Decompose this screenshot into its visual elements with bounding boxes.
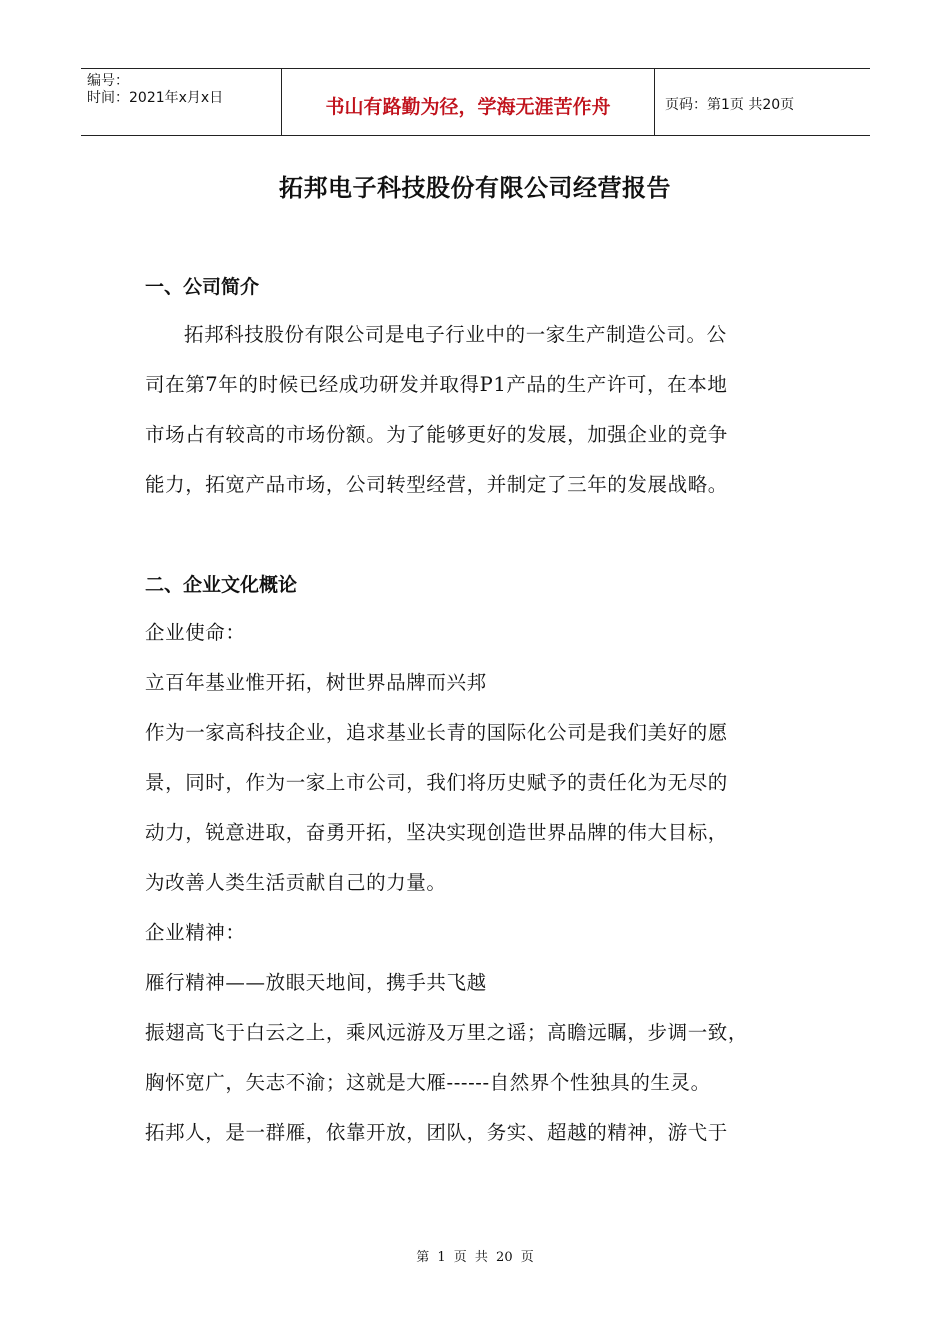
- header-page-info: 页码：第1页 共20页: [665, 97, 795, 113]
- paragraph-line: 为改善人类生活贡献自己的力量。: [145, 871, 447, 894]
- section-heading-company-profile: 一、公司简介: [145, 276, 260, 298]
- header-page-cell: [655, 69, 870, 135]
- paragraph-line: 作为一家高科技企业，追求基业长青的国际化公司是我们美好的愿: [145, 721, 728, 744]
- paragraph-line: 拓邦科技股份有限公司是电子行业中的一家生产制造公司。公: [184, 323, 727, 346]
- document-number-label: 编号：: [87, 73, 129, 89]
- document-title: 拓邦电子科技股份有限公司经营报告: [279, 174, 671, 202]
- section-body-company-profile: [145, 310, 805, 510]
- paragraph-line: 立百年基业惟开拓，树世界品牌而兴邦: [145, 671, 487, 694]
- paragraph-line: 企业精神：: [145, 921, 246, 944]
- document-date-label: 时间：2021年x月x日: [87, 90, 224, 106]
- section-body-corporate-culture: [145, 608, 805, 1158]
- paragraph-line: 企业使命：: [145, 621, 246, 644]
- paragraph-line: 动力，锐意进取，奋勇开拓，坚决实现创造世界品牌的伟大目标，: [145, 821, 728, 844]
- paragraph-line: 司在第7年的时候已经成功研发并取得P1产品的生产许可，在本地: [145, 373, 728, 396]
- header-motto-cell: [282, 69, 655, 135]
- section-heading-corporate-culture: 二、企业文化概论: [145, 574, 298, 596]
- paragraph-line: 振翅高飞于白云之上，乘风远游及万里之谣；高瞻远瞩，步调一致，: [145, 1021, 749, 1044]
- paragraph-line: 景，同时，作为一家上市公司，我们将历史赋予的责任化为无尽的: [145, 771, 728, 794]
- paragraph-line: 能力，拓宽产品市场，公司转型经营，并制定了三年的发展战略。: [145, 473, 728, 496]
- paragraph-line: 胸怀宽广，矢志不渝；这就是大雁------自然界个性独具的生灵。: [145, 1071, 711, 1094]
- paragraph-line: 拓邦人，是一群雁，依靠开放，团队，务实、超越的精神，游弋于: [145, 1121, 728, 1144]
- header-meta-cell: [81, 69, 282, 135]
- header-motto: 书山有路勤为径，学海无涯苦作舟: [325, 95, 611, 118]
- paragraph-line: 雁行精神——放眼天地间，携手共飞越: [145, 971, 487, 994]
- paragraph-line: 市场占有较高的市场份额。为了能够更好的发展，加强企业的竞争: [145, 423, 728, 446]
- page-footer: 第 1 页 共 20 页: [416, 1250, 534, 1265]
- header-table: [81, 68, 870, 136]
